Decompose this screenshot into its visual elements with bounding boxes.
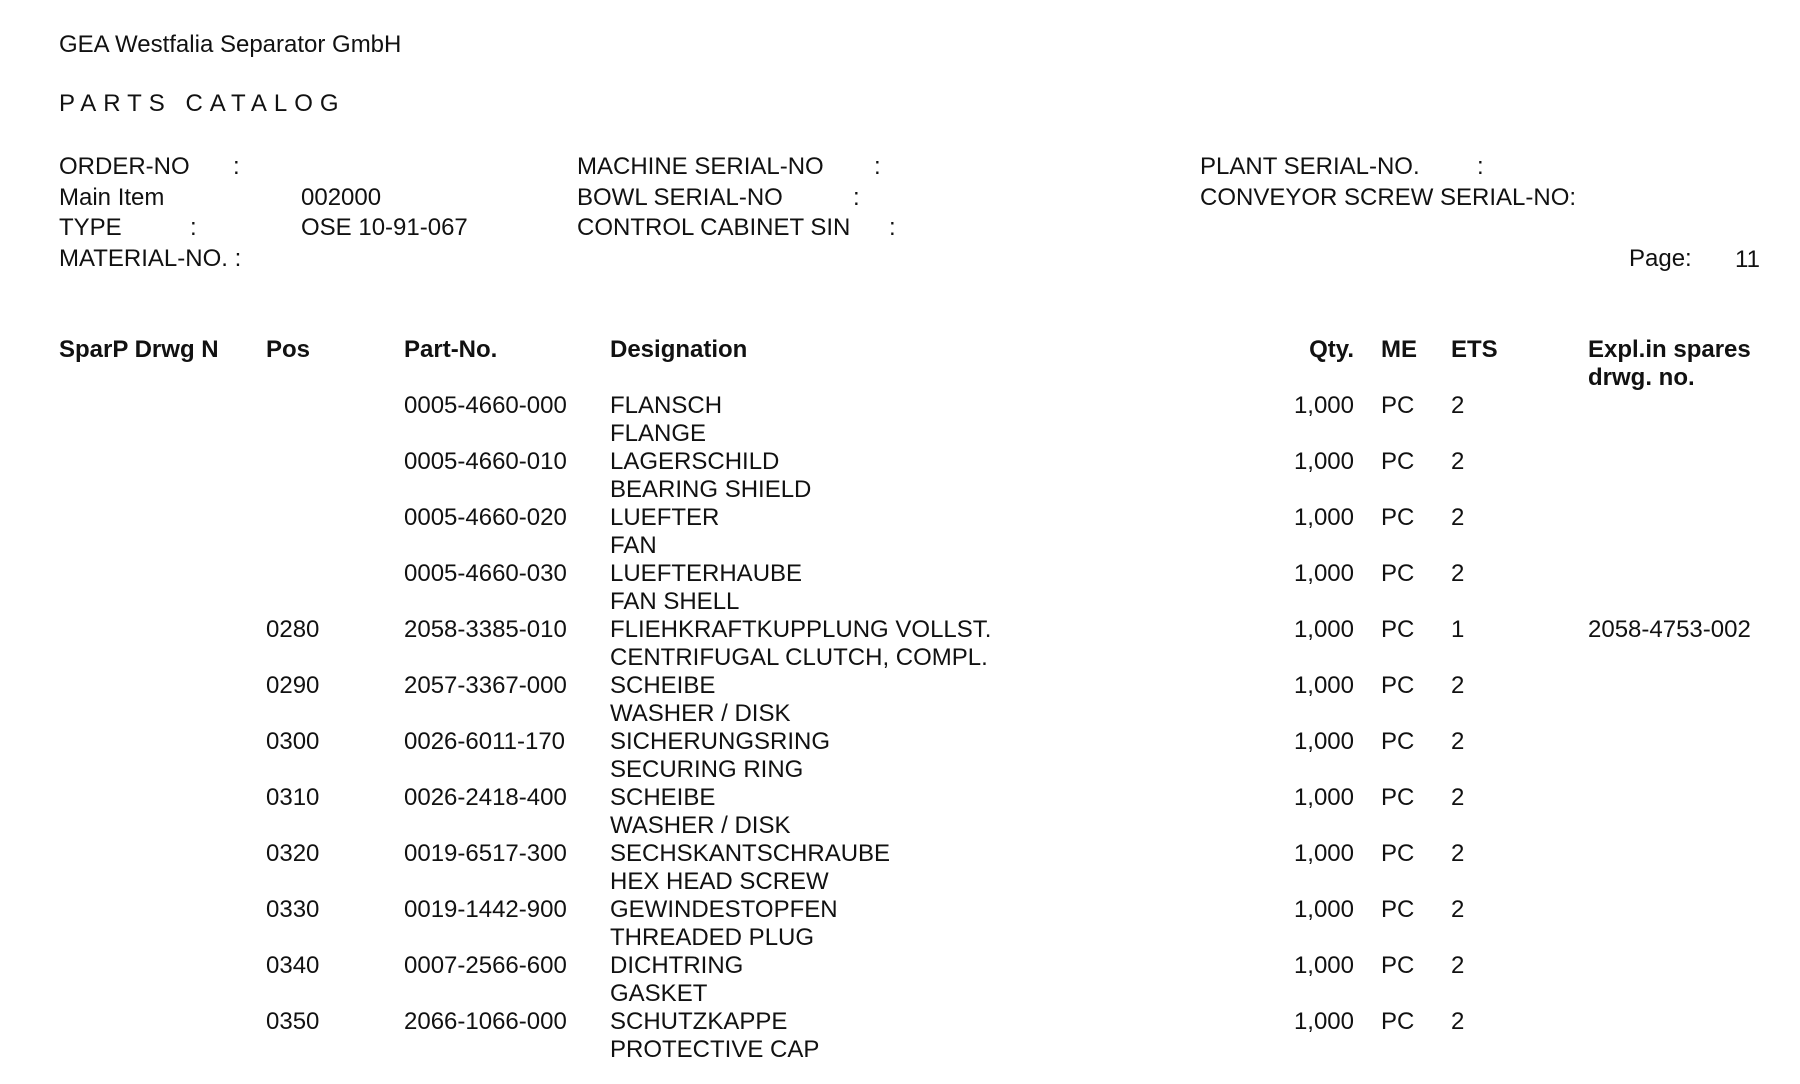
qty-cell: 1,000 (1293, 1008, 1354, 1035)
designation-de-cell: FLIEHKRAFTKUPPLUNG VOLLST. (610, 616, 992, 643)
me-cell: PC (1381, 784, 1415, 811)
type-label: TYPE (59, 214, 122, 241)
column-header-sparp: SparP Drwg N (59, 336, 219, 363)
ets-cell: 2 (1451, 952, 1465, 979)
part-no-cell: 0019-6517-300 (404, 840, 567, 867)
me-cell: PC (1381, 896, 1415, 923)
table-row (0, 1008, 1800, 1064)
ets-cell: 2 (1451, 448, 1465, 475)
qty-cell: 1,000 (1293, 840, 1354, 867)
main-item-value: 002000 (301, 184, 382, 211)
designation-en-cell: WASHER / DISK (610, 700, 791, 727)
table-row (0, 392, 1800, 448)
designation-en-cell: FAN (610, 532, 657, 559)
ets-cell: 2 (1451, 672, 1465, 699)
page-number: 11 (1735, 246, 1760, 273)
pos-cell: 0330 (266, 896, 320, 923)
qty-cell: 1,000 (1293, 560, 1354, 587)
type-value: OSE 10-91-067 (301, 214, 468, 241)
pos-cell: 0320 (266, 840, 320, 867)
part-no-cell: 0005-4660-030 (404, 560, 567, 587)
catalog-title: PARTS CATALOG (59, 90, 346, 117)
me-cell: PC (1381, 952, 1415, 979)
ets-cell: 2 (1451, 728, 1465, 755)
me-cell: PC (1381, 1008, 1415, 1035)
ets-cell: 2 (1451, 784, 1465, 811)
bowl-serial-label: BOWL SERIAL-NO (577, 184, 783, 211)
column-header-me: ME (1381, 336, 1417, 363)
designation-en-cell: WASHER / DISK (610, 812, 791, 839)
ets-cell: 2 (1451, 840, 1465, 867)
designation-de-cell: LUEFTER (610, 504, 720, 531)
plant-serial-colon: : (1477, 153, 1484, 180)
type-colon: : (190, 214, 197, 241)
main-item-label: Main Item (59, 184, 165, 211)
designation-en-cell: THREADED PLUG (610, 924, 815, 951)
designation-de-cell: SCHEIBE (610, 784, 716, 811)
part-no-cell: 0005-4660-010 (404, 448, 567, 475)
part-no-cell: 2057-3367-000 (404, 672, 567, 699)
designation-de-cell: FLANSCH (610, 392, 723, 419)
part-no-cell: 0005-4660-020 (404, 504, 567, 531)
designation-en-cell: HEX HEAD SCREW (610, 868, 829, 895)
part-no-cell: 2066-1066-000 (404, 1008, 567, 1035)
ets-cell: 2 (1451, 896, 1465, 923)
order-no-colon: : (233, 153, 240, 180)
table-row (0, 448, 1800, 504)
page-label: Page: (1629, 245, 1692, 272)
expl-cell: 2058-4753-002 (1588, 616, 1751, 643)
conveyor-serial-label: CONVEYOR SCREW SERIAL-NO: (1200, 184, 1577, 211)
order-no-label: ORDER-NO (59, 153, 190, 180)
designation-de-cell: DICHTRING (610, 952, 744, 979)
table-row (0, 896, 1800, 952)
column-header-expl: Expl.in spares (1588, 336, 1751, 363)
designation-de-cell: LUEFTERHAUBE (610, 560, 803, 587)
pos-cell: 0350 (266, 1008, 320, 1035)
qty-cell: 1,000 (1293, 504, 1354, 531)
designation-de-cell: SICHERUNGSRING (610, 728, 831, 755)
control-cabinet-colon: : (889, 214, 896, 241)
ets-cell: 2 (1451, 1008, 1465, 1035)
company-name: GEA Westfalia Separator GmbH (59, 31, 402, 58)
column-header-expl-line2: drwg. no. (1588, 364, 1695, 391)
material-no-label: MATERIAL-NO. : (59, 245, 242, 272)
designation-en-cell: FLANGE (610, 420, 707, 447)
table-row (0, 504, 1800, 560)
designation-de-cell: SCHEIBE (610, 672, 716, 699)
table-row (0, 616, 1800, 672)
designation-en-cell: GASKET (610, 980, 708, 1007)
machine-serial-label: MACHINE SERIAL-NO (577, 153, 824, 180)
me-cell: PC (1381, 448, 1415, 475)
part-no-cell: 0026-2418-400 (404, 784, 567, 811)
table-row (0, 840, 1800, 896)
me-cell: PC (1381, 840, 1415, 867)
qty-cell: 1,000 (1293, 728, 1354, 755)
me-cell: PC (1381, 672, 1415, 699)
table-row (0, 952, 1800, 1008)
qty-cell: 1,000 (1293, 784, 1354, 811)
qty-cell: 1,000 (1293, 672, 1354, 699)
ets-cell: 2 (1451, 560, 1465, 587)
pos-cell: 0340 (266, 952, 320, 979)
part-no-cell: 0019-1442-900 (404, 896, 567, 923)
pos-cell: 0280 (266, 616, 320, 643)
qty-cell: 1,000 (1293, 392, 1354, 419)
me-cell: PC (1381, 504, 1415, 531)
qty-cell: 1,000 (1293, 616, 1354, 643)
part-no-cell: 0026-6011-170 (404, 728, 566, 755)
designation-de-cell: LAGERSCHILD (610, 448, 780, 475)
pos-cell: 0300 (266, 728, 320, 755)
designation-en-cell: CENTRIFUGAL CLUTCH, COMPL. (610, 644, 988, 671)
column-header-part-no: Part-No. (404, 336, 498, 363)
me-cell: PC (1381, 728, 1415, 755)
me-cell: PC (1381, 560, 1415, 587)
qty-cell: 1,000 (1293, 896, 1354, 923)
designation-en-cell: SECURING RING (610, 756, 804, 783)
table-row (0, 672, 1800, 728)
column-header-pos: Pos (266, 336, 311, 363)
plant-serial-label: PLANT SERIAL-NO. (1200, 153, 1420, 180)
designation-en-cell: BEARING SHIELD (610, 476, 812, 503)
control-cabinet-label: CONTROL CABINET SIN (577, 214, 851, 241)
me-cell: PC (1381, 392, 1415, 419)
part-no-cell: 0007-2566-600 (404, 952, 567, 979)
column-header-ets: ETS (1451, 336, 1498, 363)
designation-en-cell: PROTECTIVE CAP (610, 1036, 820, 1063)
pos-cell: 0290 (266, 672, 320, 699)
qty-cell: 1,000 (1293, 448, 1354, 475)
machine-serial-colon: : (874, 153, 881, 180)
ets-cell: 2 (1451, 504, 1465, 531)
designation-de-cell: SCHUTZKAPPE (610, 1008, 788, 1035)
part-no-cell: 0005-4660-000 (404, 392, 567, 419)
bowl-serial-colon: : (853, 184, 860, 211)
table-row (0, 728, 1800, 784)
column-header-qty: Qty. (1309, 336, 1354, 363)
table-row (0, 560, 1800, 616)
designation-de-cell: SECHSKANTSCHRAUBE (610, 840, 891, 867)
me-cell: PC (1381, 616, 1415, 643)
pos-cell: 0310 (266, 784, 320, 811)
qty-cell: 1,000 (1293, 952, 1354, 979)
designation-en-cell: FAN SHELL (610, 588, 740, 615)
table-row (0, 784, 1800, 840)
column-header-designation: Designation (610, 336, 748, 363)
designation-de-cell: GEWINDESTOPFEN (610, 896, 838, 923)
part-no-cell: 2058-3385-010 (404, 616, 567, 643)
ets-cell: 2 (1451, 392, 1465, 419)
ets-cell: 1 (1451, 616, 1465, 643)
